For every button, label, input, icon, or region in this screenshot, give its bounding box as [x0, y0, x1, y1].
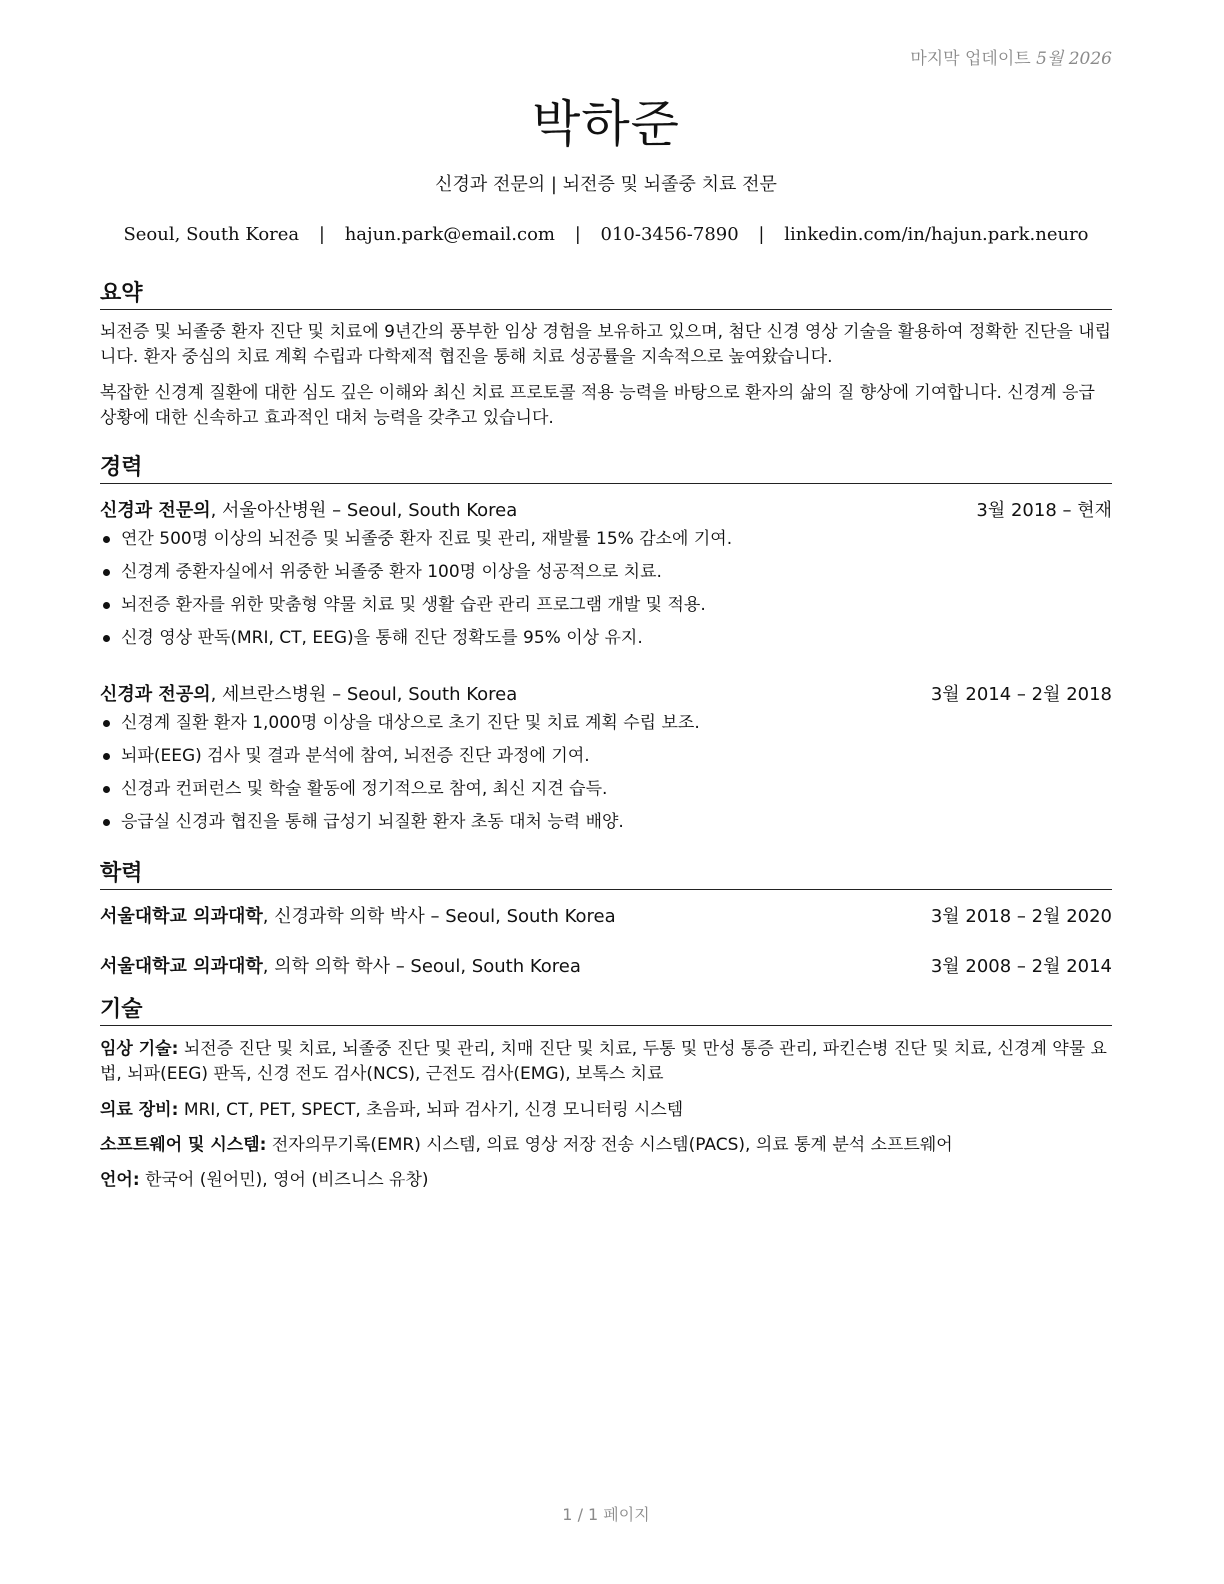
skill-label: 의료 장비:	[100, 1100, 179, 1120]
experience-role: 신경과 전문의	[100, 500, 211, 521]
experience-org: , 세브란스병원 – Seoul, South Korea	[210, 684, 518, 705]
skill-line	[100, 1133, 1112, 1158]
section-title-summary: 요약	[100, 276, 1112, 310]
list-item: 신경계 질환 환자 1,000명 이상을 대상으로 초기 진단 및 치료 계획 수립 보조.	[100, 712, 1112, 745]
list-item: 신경계 중환자실에서 위중한 뇌졸중 환자 100명 이상을 성공적으로 치료.	[100, 561, 1112, 594]
list-item: 뇌전증 환자를 위한 맞춤형 약물 치료 및 생활 습관 관리 프로그램 개발 및 적용.	[100, 594, 1112, 627]
last-updated-date: 5월 2026	[1036, 49, 1112, 69]
experience-dates: 3월 2014 – 2월 2018	[930, 684, 1112, 705]
experience-entry-header	[100, 680, 1112, 706]
summary-paragraph: 복잡한 신경계 질환에 대한 심도 깊은 이해와 최신 치료 프로토콜 적용 능력을 바탕으로 환자의 삶의 질 향상에 기여합니다. 신경계 응급 상황에 대한 신속하고 효과적인 대처 능력을 갖추고 있습니다.	[100, 383, 1095, 428]
list-item: 신경과 컨퍼런스 및 학술 활동에 정기적으로 참여, 최신 지견 습득.	[100, 778, 1112, 811]
skill-value: 한국어 (원어민), 영어 (비즈니스 유창)	[145, 1170, 429, 1190]
skill-value: 뇌전증 진단 및 치료, 뇌졸중 진단 및 관리, 치매 진단 및 치료, 두통 및 만성 통증 관리, 파킨슨병 진단 및 치료, 신경계 약물 요법, 뇌파(EEG) 판독, 신경 전도 검사(NCS), 근전도 검사(EMG), 보톡스 치료	[100, 1039, 1107, 1084]
experience-role: 신경과 전공의	[100, 684, 211, 705]
skill-label: 언어:	[100, 1170, 140, 1190]
contact-email[interactable]: hajun.park@email.com	[344, 224, 555, 245]
last-updated	[910, 44, 1112, 69]
skill-line	[100, 1037, 1112, 1087]
skill-value: 전자의무기록(EMR) 시스템, 의료 영상 저장 전송 시스템(PACS), 의료 통계 분석 소프트웨어	[271, 1135, 953, 1155]
contact-phone: 010-3456-7890	[600, 224, 739, 245]
page-number: 1 / 1 페이지	[562, 1505, 650, 1524]
education-school: 서울대학교 의과대학	[100, 906, 263, 927]
education-entry-header	[100, 902, 1112, 928]
education-dates: 3월 2008 – 2월 2014	[930, 956, 1112, 977]
contact-line	[100, 224, 1112, 245]
section-title-experience: 경력	[100, 450, 1112, 484]
experience-bullets	[100, 712, 1112, 844]
education-school: 서울대학교 의과대학	[100, 956, 263, 977]
education-dates: 3월 2018 – 2월 2020	[930, 906, 1112, 927]
list-item: 연간 500명 이상의 뇌전증 및 뇌졸중 환자 진료 및 관리, 재발률 15% 감소에 기여.	[100, 528, 1112, 561]
list-item: 신경 영상 판독(MRI, CT, EEG)을 통해 진단 정확도를 95% 이상 유지.	[100, 627, 1112, 660]
experience-org: , 서울아산병원 – Seoul, South Korea	[210, 500, 518, 521]
experience-bullets	[100, 528, 1112, 660]
list-item: 응급실 신경과 협진을 통해 급성기 뇌질환 환자 초동 대처 능력 배양.	[100, 811, 1112, 844]
skill-value: MRI, CT, PET, SPECT, 초음파, 뇌파 검사기, 신경 모니터링 시스템	[183, 1100, 684, 1120]
resume-page	[100, 0, 1112, 1584]
contact-separator: |	[318, 224, 325, 245]
last-updated-label: 마지막 업데이트	[910, 49, 1031, 69]
education-degree: , 신경과학 의학 박사 – Seoul, South Korea	[262, 906, 616, 927]
contact-separator: |	[758, 224, 765, 245]
contact-linkedin[interactable]: linkedin.com/in/hajun.park.neuro	[784, 224, 1089, 245]
skill-line	[100, 1168, 1112, 1193]
contact-separator: |	[574, 224, 581, 245]
education-entry-header	[100, 952, 1112, 978]
section-title-skills: 기술	[100, 992, 1112, 1026]
list-item: 뇌파(EEG) 검사 및 결과 분석에 참여, 뇌전증 진단 과정에 기여.	[100, 745, 1112, 778]
contact-location: Seoul, South Korea	[123, 224, 300, 245]
experience-dates: 3월 2018 – 현재	[976, 500, 1112, 521]
skill-line	[100, 1098, 1112, 1123]
candidate-name: 박하준	[532, 95, 680, 153]
summary-paragraph: 뇌전증 및 뇌졸중 환자 진단 및 치료에 9년간의 풍부한 임상 경험을 보유하고 있으며, 첨단 신경 영상 기술을 활용하여 정확한 진단을 내립니다. 환자 중심의 치료 계획 수립과 다학제적 협진을 통해 치료 성공률을 지속적으로 높여왔습니다.	[100, 322, 1112, 367]
experience-entry-header	[100, 496, 1112, 522]
skill-label: 소프트웨어 및 시스템:	[100, 1135, 267, 1155]
skill-label: 임상 기술:	[100, 1039, 179, 1059]
section-title-education: 학력	[100, 856, 1112, 890]
education-degree: , 의학 의학 학사 – Seoul, South Korea	[262, 956, 581, 977]
candidate-subtitle: 신경과 전문의 | 뇌전증 및 뇌졸중 치료 전문	[435, 174, 777, 195]
